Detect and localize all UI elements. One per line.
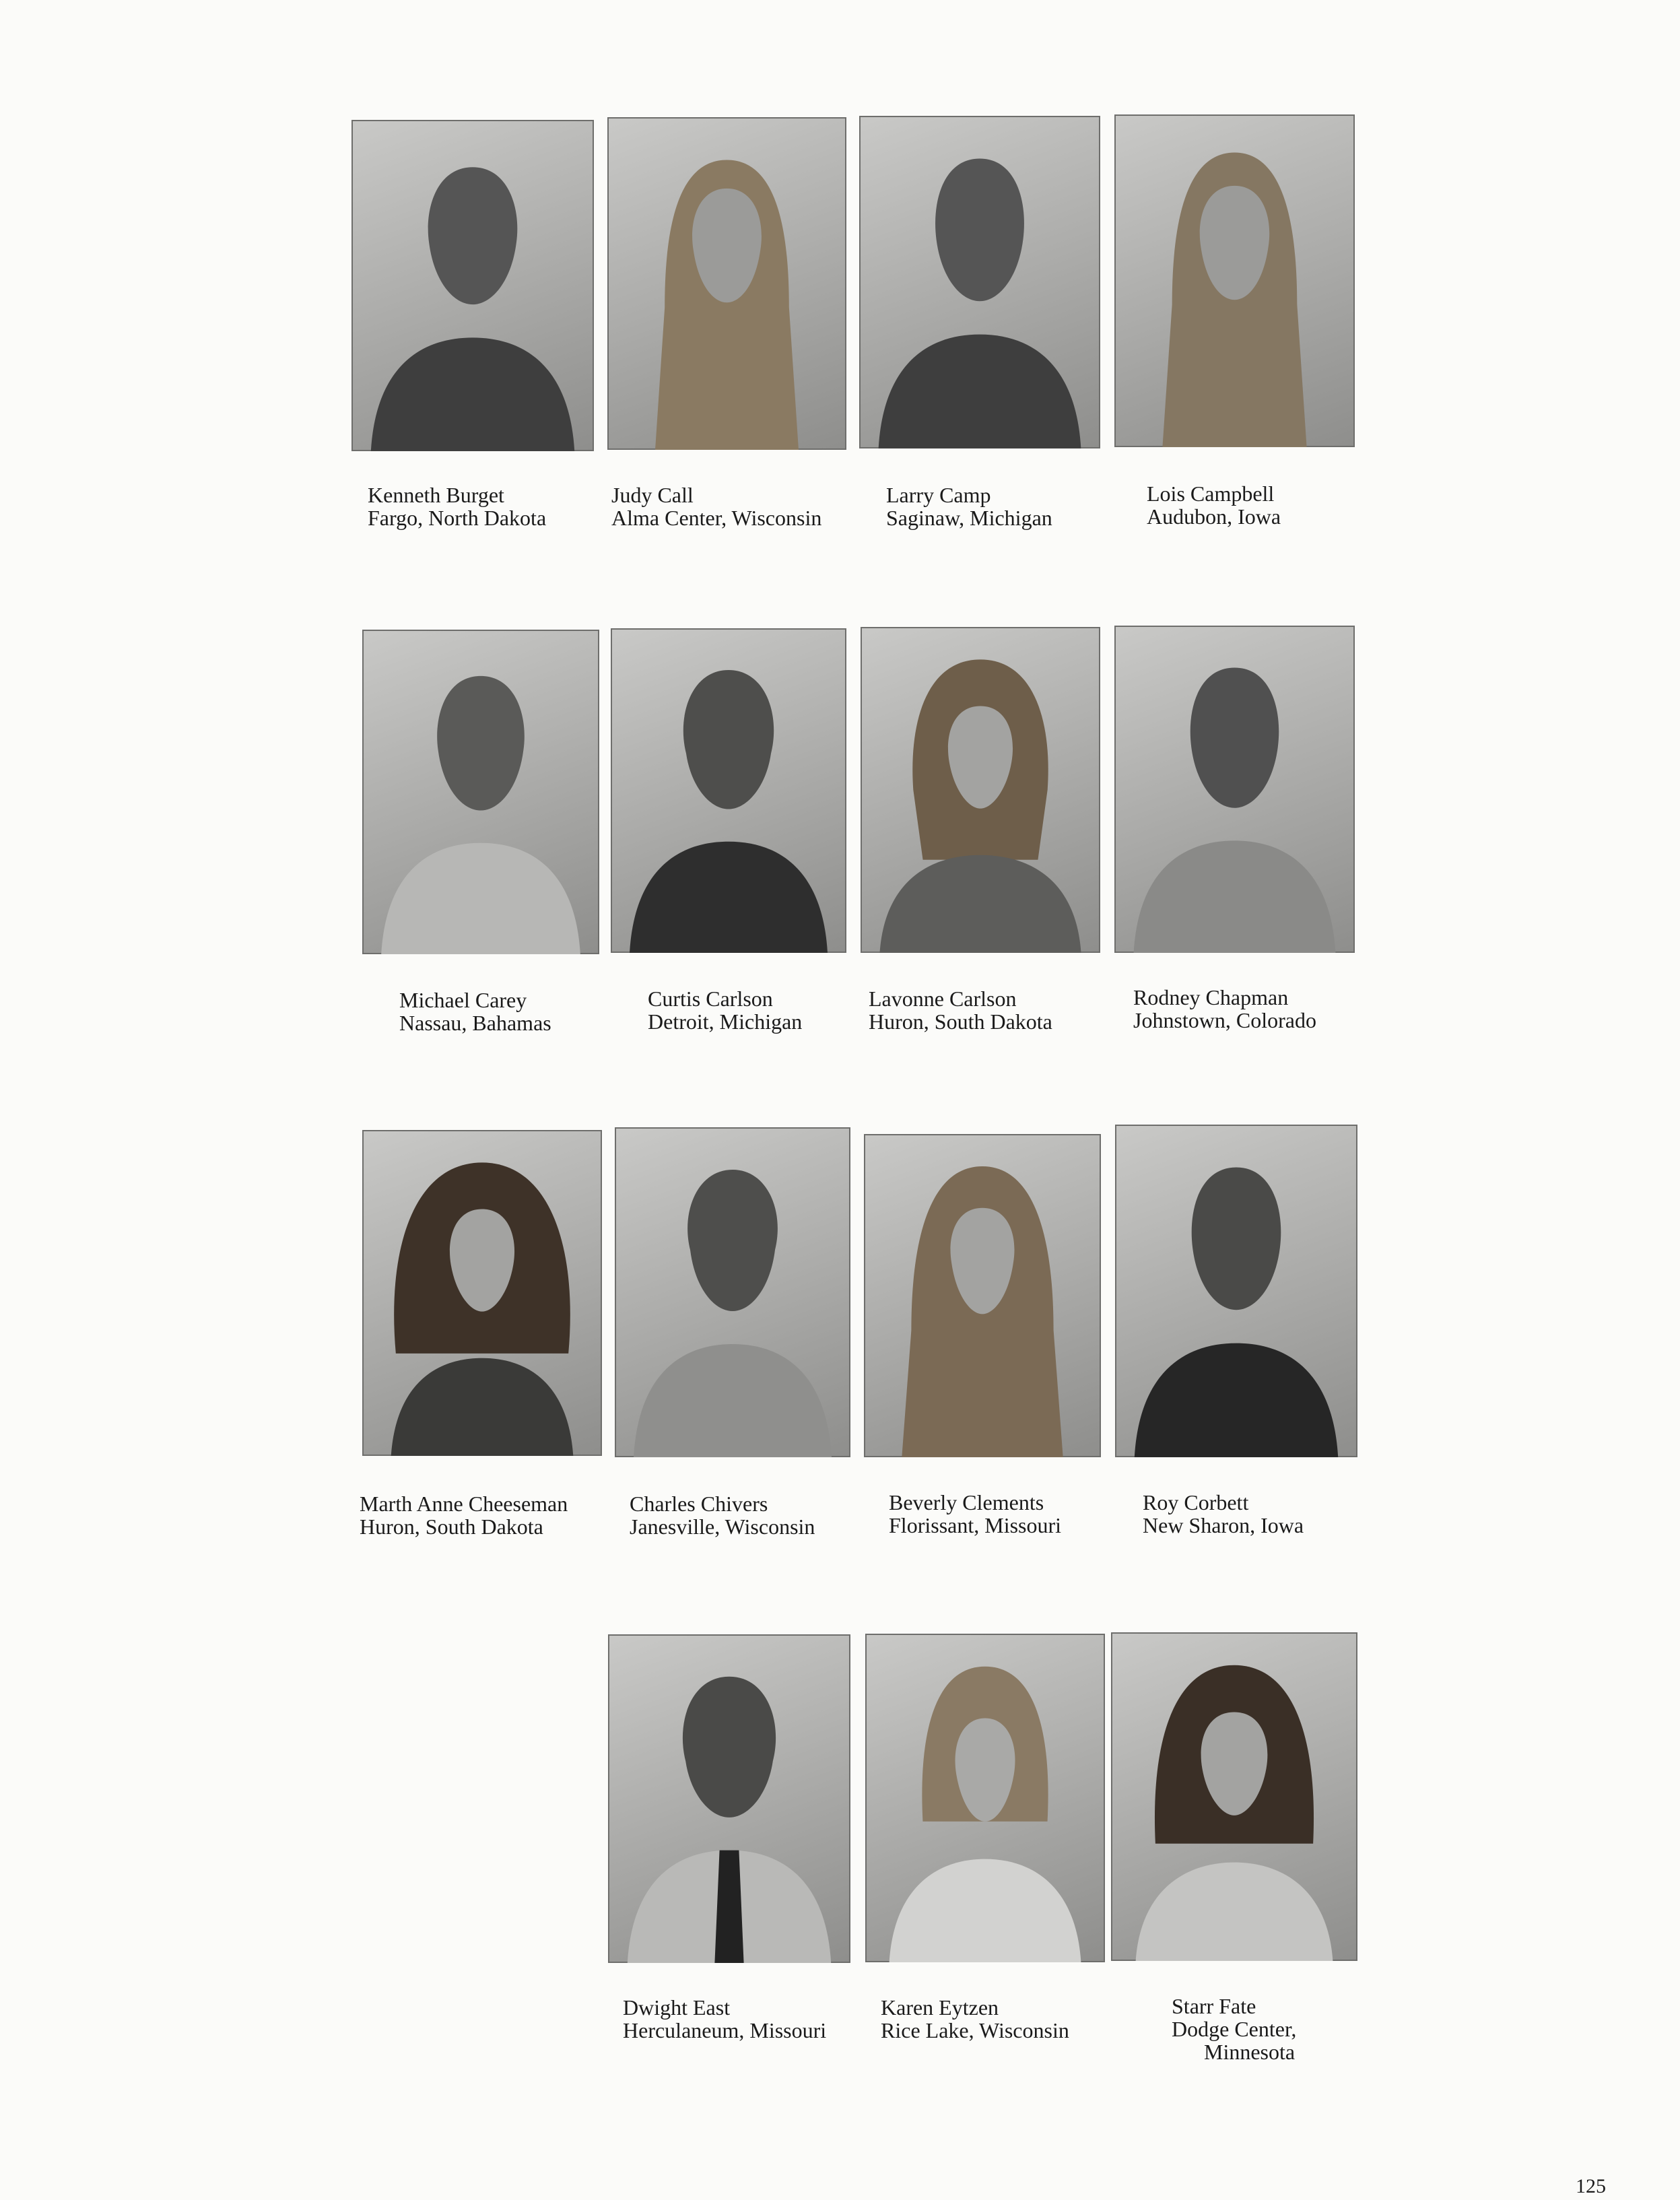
student-name: Lois Campbell — [1147, 481, 1275, 506]
portrait-caption — [869, 987, 1052, 1033]
student-hometown: Detroit, Michigan — [648, 1009, 803, 1034]
person-silhouette-icon — [1111, 1632, 1357, 1961]
student-name: Lavonne Carlson — [869, 987, 1017, 1011]
person-silhouette-icon — [1114, 114, 1355, 447]
student-name: Kenneth Burget — [368, 483, 504, 507]
person-silhouette-icon — [865, 1634, 1105, 1962]
student-hometown: Janesville, Wisconsin — [630, 1514, 815, 1539]
person-silhouette-icon — [1115, 1125, 1357, 1457]
portrait-photo — [1111, 1632, 1357, 1961]
student-name: Marth Anne Cheeseman — [360, 1492, 568, 1516]
student-hometown: Nassau, Bahamas — [399, 1011, 551, 1035]
student-hometown: Alma Center, Wisconsin — [611, 506, 822, 530]
portrait-caption — [623, 1996, 826, 2042]
person-silhouette-icon — [861, 627, 1100, 953]
person-silhouette-icon — [611, 628, 846, 953]
student-name: Michael Carey — [399, 988, 527, 1012]
student-hometown: Johnstown, Colorado — [1133, 1008, 1316, 1032]
person-silhouette-icon — [615, 1127, 850, 1457]
portrait-photo — [615, 1127, 850, 1457]
person-silhouette-icon — [608, 1634, 850, 1963]
portrait-photo — [1114, 626, 1355, 953]
person-silhouette-icon — [362, 630, 599, 954]
student-name: Karen Eytzen — [881, 1995, 999, 2020]
student-hometown: New Sharon, Iowa — [1143, 1513, 1304, 1537]
portrait-caption — [889, 1491, 1061, 1537]
student-hometown: Saginaw, Michigan — [886, 506, 1052, 530]
portrait-caption — [368, 484, 546, 529]
portrait-caption — [399, 989, 551, 1034]
student-name: Judy Call — [611, 483, 694, 507]
student-hometown: Herculaneum, Missouri — [623, 2018, 827, 2042]
student-name: Roy Corbett — [1143, 1490, 1249, 1514]
portrait-caption — [1143, 1491, 1304, 1537]
portrait-caption — [648, 987, 802, 1033]
person-silhouette-icon — [864, 1134, 1101, 1457]
portrait-photo — [861, 627, 1100, 953]
portrait-photo — [607, 117, 846, 450]
portrait-photo — [611, 628, 846, 953]
student-name: Dwight East — [623, 1995, 731, 2020]
student-name: Larry Camp — [886, 483, 991, 507]
portrait-caption — [886, 484, 1052, 529]
student-name: Charles Chivers — [630, 1492, 768, 1516]
portrait-caption — [611, 484, 821, 529]
student-hometown: Dodge Center, — [1172, 2017, 1297, 2041]
student-hometown: Florissant, Missouri — [889, 1513, 1062, 1537]
student-hometown: Audubon, Iowa — [1147, 504, 1281, 529]
portrait-photo — [608, 1634, 850, 1963]
student-name: Beverly Clements — [889, 1490, 1044, 1514]
person-silhouette-icon — [607, 117, 846, 450]
portrait-caption — [881, 1996, 1069, 2042]
portrait-photo — [864, 1134, 1101, 1457]
person-silhouette-icon — [351, 120, 594, 451]
person-silhouette-icon — [362, 1130, 602, 1456]
portrait-photo — [1115, 1125, 1357, 1457]
portrait-photo — [865, 1634, 1105, 1962]
student-hometown: Rice Lake, Wisconsin — [881, 2018, 1069, 2042]
portrait-photo — [859, 116, 1100, 448]
page-number: 125 — [1576, 2175, 1606, 2197]
portrait-caption — [630, 1492, 815, 1538]
person-silhouette-icon — [1114, 626, 1355, 953]
portrait-caption — [1133, 986, 1316, 1032]
student-name: Rodney Chapman — [1133, 985, 1289, 1009]
student-name: Starr Fate — [1172, 1994, 1256, 2018]
portrait-caption — [360, 1492, 568, 1538]
portrait-photo — [351, 120, 594, 451]
student-hometown: Huron, South Dakota — [360, 1514, 543, 1539]
portrait-photo — [362, 630, 599, 954]
student-hometown-continued: Minnesota — [1204, 2040, 1296, 2064]
portrait-caption — [1147, 482, 1281, 528]
portrait-photo — [1114, 114, 1355, 447]
portrait-photo — [362, 1130, 602, 1456]
student-hometown: Fargo, North Dakota — [368, 506, 547, 530]
student-name: Curtis Carlson — [648, 987, 773, 1011]
student-hometown: Huron, South Dakota — [869, 1009, 1052, 1034]
person-silhouette-icon — [859, 116, 1100, 448]
portrait-caption — [1172, 1995, 1296, 2063]
